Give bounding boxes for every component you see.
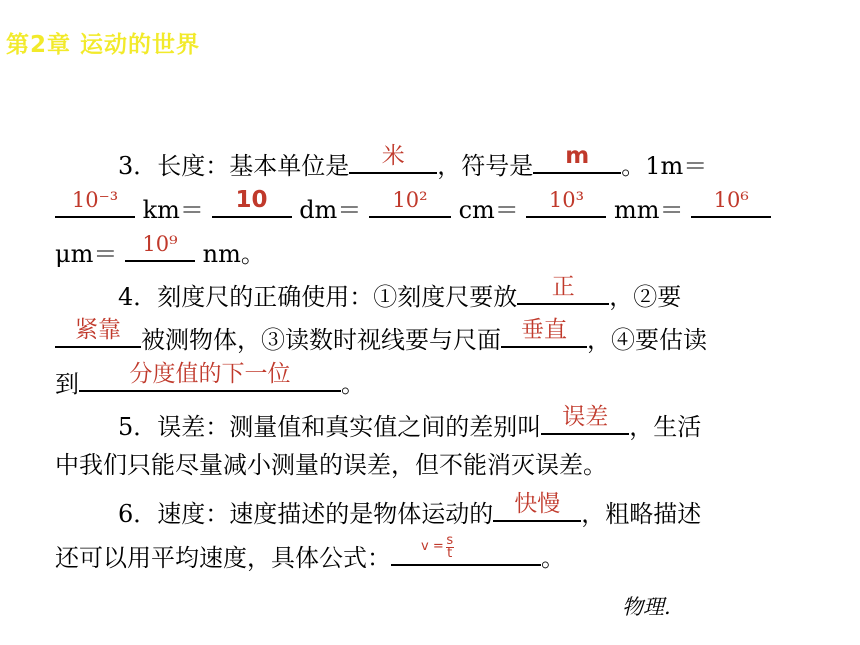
item-3-mid-2: 。1m＝: [621, 152, 708, 180]
blank-place[interactable]: [517, 274, 609, 305]
item-3-mid-1: ，符号是: [437, 152, 534, 180]
unit-dm: dm＝: [291, 196, 369, 224]
answer-symbol: m: [565, 143, 590, 169]
blank-tight[interactable]: [55, 317, 141, 348]
item-5-mid: ，生活: [629, 413, 702, 441]
answer-cm: 10²: [392, 188, 428, 212]
item-3-line-2: [55, 187, 771, 225]
answer-unit: 米: [381, 143, 405, 169]
blank-speed[interactable]: [493, 491, 581, 522]
item-6-end: 。: [541, 544, 565, 572]
item-4-mid-1: ，②要: [609, 283, 682, 311]
item-6-line-2: [55, 532, 565, 573]
answer-formula: [421, 532, 454, 562]
answer-error: 误差: [562, 404, 609, 430]
answer-km: 10⁻³: [71, 188, 119, 212]
item-4-mid-3: ，④要估读: [587, 326, 707, 354]
item-5-line-1: [118, 404, 702, 442]
unit-mm: mm＝: [606, 196, 692, 224]
item-6-line-1: [118, 491, 702, 529]
blank-symbol[interactable]: [533, 143, 621, 174]
answer-um: 10⁶: [713, 188, 749, 212]
footer-subject: 物理.: [622, 595, 671, 619]
formula-numerator: s: [446, 532, 454, 548]
item-4-line-2: [55, 317, 707, 355]
blank-um[interactable]: [691, 190, 771, 218]
chapter-title: 第2章 运动的世界: [6, 32, 201, 58]
blank-km[interactable]: [55, 190, 135, 218]
item-4-prefix: 4．刻度尺的正确使用：①刻度尺要放: [118, 283, 518, 311]
answer-tight: 紧靠: [75, 317, 121, 343]
answer-perp: 垂直: [521, 317, 567, 343]
item-4-prefix-2: 到: [55, 370, 79, 398]
blank-mm[interactable]: [526, 190, 606, 218]
formula-denominator: t: [447, 545, 453, 561]
blank-nm[interactable]: [125, 234, 195, 262]
answer-speed: 快慢: [514, 491, 561, 517]
item-6-line-2-text: 还可以用平均速度，具体公式：: [55, 544, 391, 572]
answer-estimate: 分度值的下一位: [129, 361, 291, 387]
item-6-prefix: 6．速度：速度描述的是物体运动的: [118, 500, 494, 528]
item-4-end: 。: [341, 370, 365, 398]
blank-dm[interactable]: [212, 187, 292, 218]
blank-unit[interactable]: [349, 143, 437, 174]
item-3-line-3: [55, 234, 265, 269]
item-5-prefix: 5．误差：测量值和真实值之间的差别叫: [118, 413, 542, 441]
blank-estimate[interactable]: [79, 361, 341, 392]
unit-nm: nm。: [194, 240, 265, 268]
answer-nm: 10⁹: [142, 232, 178, 256]
answer-dm: 10: [235, 187, 268, 213]
blank-perp[interactable]: [501, 317, 587, 348]
blank-cm[interactable]: [369, 190, 451, 218]
item-3-prefix: 3．长度：基本单位是: [118, 152, 350, 180]
item-5-line-2-text: 中我们只能尽量减小测量的误差，但不能消灭误差。: [55, 451, 607, 479]
answer-place: 正: [551, 274, 575, 300]
item-4-line-1: [118, 274, 682, 312]
unit-um: μm＝: [55, 240, 125, 268]
blank-error[interactable]: [541, 404, 629, 435]
item-4-line-3: [55, 361, 365, 399]
formula-lhs: v =: [421, 539, 444, 554]
unit-cm: cm＝: [450, 196, 527, 224]
item-3-line-1: [118, 143, 708, 181]
blank-formula[interactable]: [391, 532, 541, 566]
item-5-line-2: [55, 450, 607, 480]
item-4-mid-2: 被测物体，③读数时视线要与尺面: [141, 326, 501, 354]
answer-mm: 10³: [548, 188, 584, 212]
item-6-mid: ，粗略描述: [581, 500, 702, 528]
unit-km: km＝: [135, 196, 212, 224]
formula-fraction: [446, 532, 454, 561]
